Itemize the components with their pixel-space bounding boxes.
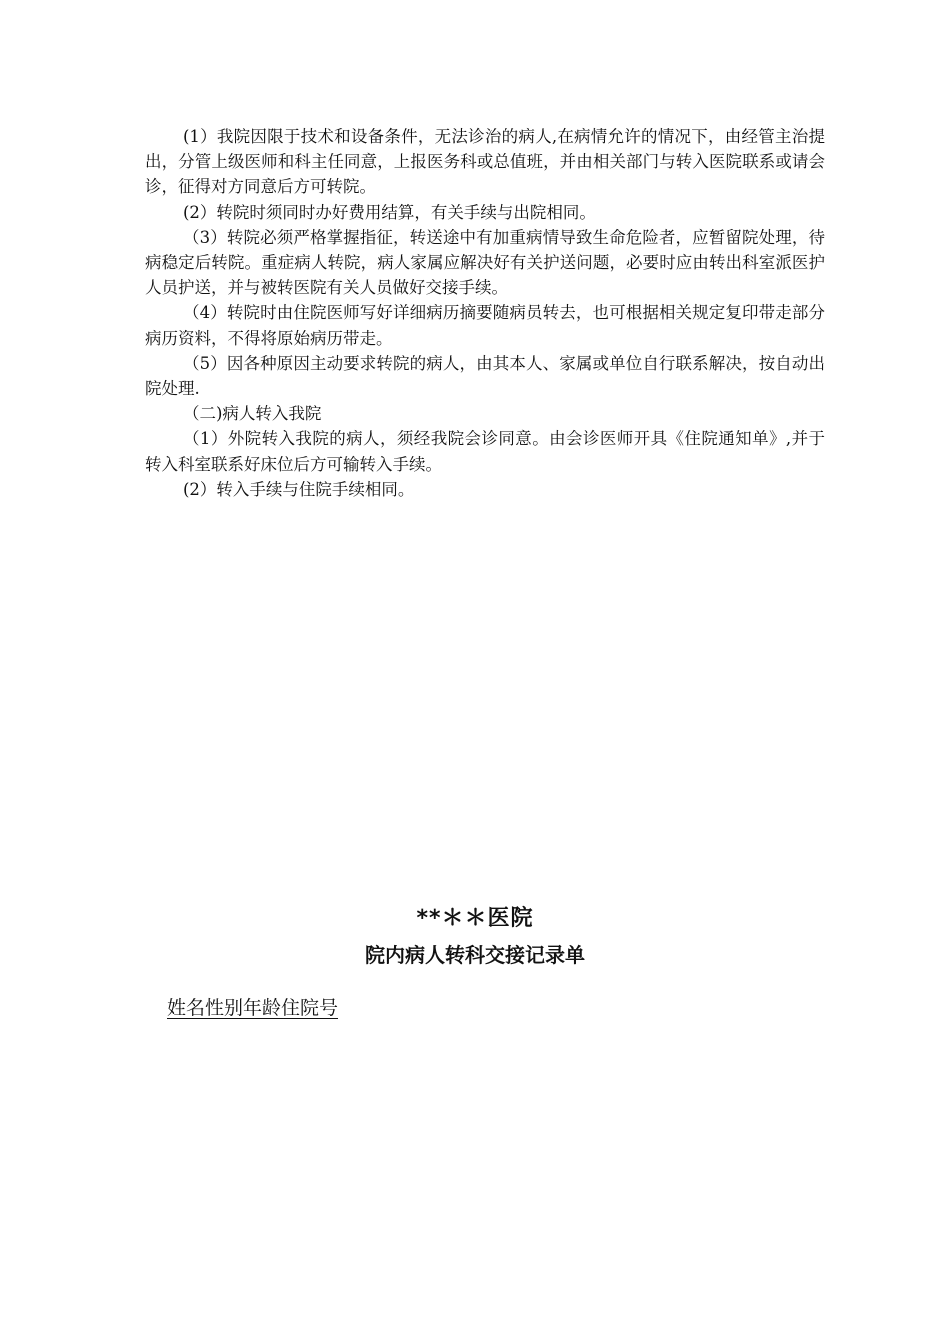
paragraph-external-transfer-in: （1）外院转入我院的病人，须经我院会诊同意。由会诊医师开具《住院通知单》,并于转入科室联系好床位后方可输转入手续。 [145,429,825,474]
form-title: 院内病人转科交接记录单 [365,943,585,967]
hospital-name: **＊＊医院 [416,906,534,931]
section-heading-transfer-in: （二)病人转入我院 [183,404,322,424]
form-heading [0,902,950,972]
regulation-text [145,124,825,502]
paragraph-voluntary-transfer: （5）因各种原因主动要求转院的病人，由其本人、家属或单位自行联系解决，按自动出院处理. [145,353,825,399]
paragraph-medical-record-summary: （4）转院时由住院医师写好详细病历摘要随病员转去，也可根据相关规定复印带走部分病历资料，不得将原始病历带走。 [145,303,825,348]
paragraph-transfer-in-procedure: (2）转入手续与住院手续相同。 [183,479,415,499]
paragraph-transfer-conditions: (1）我院因限于技术和设备条件，无法诊治的病人,在病情允许的情况下，由经管主治提出，分管上级医师和科主任同意，上报医务科或总值班，并由相关部门与转入医院联系或请会诊，征得对方同意后方可转院。 [145,127,825,197]
paragraph-billing-settlement: (2）转院时须同时办好费用结算，有关手续与出院相同。 [183,202,596,222]
paragraph-transfer-indications: （3）转院必须严格掌握指征，转送途中有加重病情导致生命危险者，应暂留院处理，待病稳定后转院。重症病人转院，病人家属应解决好有关护送问题，必要时应由转出科室派医护人员护送，并与被转医院有关人员做好交接手续。 [145,227,825,298]
patient-info-fields: 姓名性别年龄住院号 [167,997,339,1019]
